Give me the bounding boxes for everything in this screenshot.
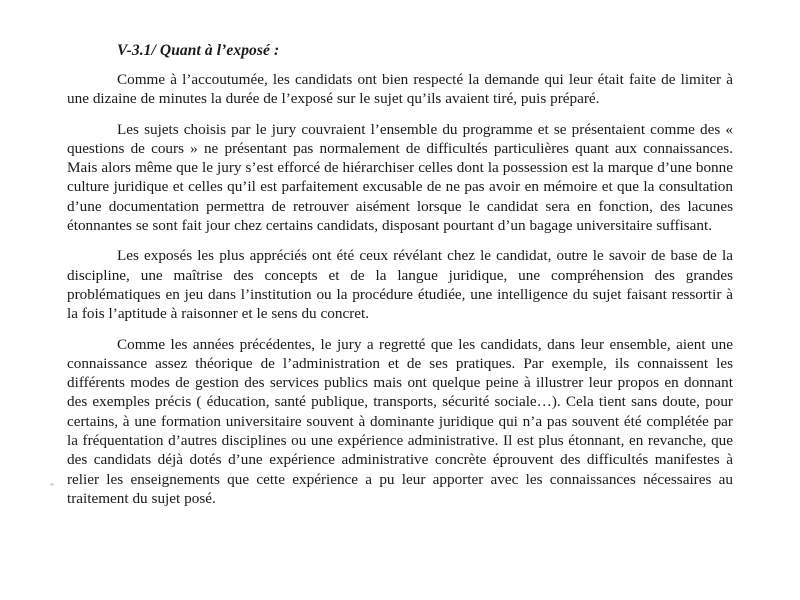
paragraph-2: Les sujets choisis par le jury couvraient l’ensemble du programme et se présentaient comme des « questions de cours » ne présentant pas normalement de difficultés particulières quant aux connaissances. Mais alors même que le jury s’est efforcé de hiérarchiser celles dont la possession est la marque d’une bonne culture juridique et celles qu’il est parfaitement excusable de ne pas avoir en mémoire et que la consultation d’une documentation permettra de retrouver aisément lorsque le candidat sera en fonction, des lacunes étonnantes se sont fait jour chez certains candidats, disposant pourtant d’un bagage universitaire suffisant. — [67, 120, 733, 235]
section-heading: V-3.1/ Quant à l’exposé : — [117, 42, 280, 59]
paragraph-4: Comme les années précédentes, le jury a regretté que les candidats, dans leur ensemble, aient une connaissance assez théorique de l’administration et de ses pratiques. Par exemple, ils connaissent les différents modes de gestion des services publics mais ont quelque peine à illustrer leur propos en donnant des exemples précis ( éducation, santé publique, transports, sécurité sociale…). Cela tient sans doute, pour certains, à une formation universitaire souvent à dominante juridique qui n’a pas souvent été complétée par la fréquentation d’autres disciplines ou une expérience administrative. Il est plus étonnant, en revanche, que des candidats déjà dotés d’une expérience administrative concrète éprouvent des difficultés manifestes à relier les enseignements que cette expérience a pu leur apporter avec les connaissances nécessaires au traitement du sujet posé. — [67, 335, 733, 507]
document-body — [67, 41, 733, 508]
paragraph-1: Comme à l’accoutumée, les candidats ont bien respecté la demande qui leur était faite de limiter à une dizaine de minutes la durée de l’exposé sur le sujet qu’ils avaient tiré, puis préparé. — [67, 71, 733, 108]
paragraph-3: Les exposés les plus appréciés ont été ceux révélant chez le candidat, outre le savoir de base de la discipline, une maîtrise des concepts et de la langue juridique, une compréhension des grandes problématiques en jeu dans l’institution ou la procédure étudiée, une intelligence du sujet faisant ressortir à la fois l’aptitude à raisonner et le sens du concret. — [67, 247, 733, 323]
scan-artifact-speck — [50, 483, 54, 486]
